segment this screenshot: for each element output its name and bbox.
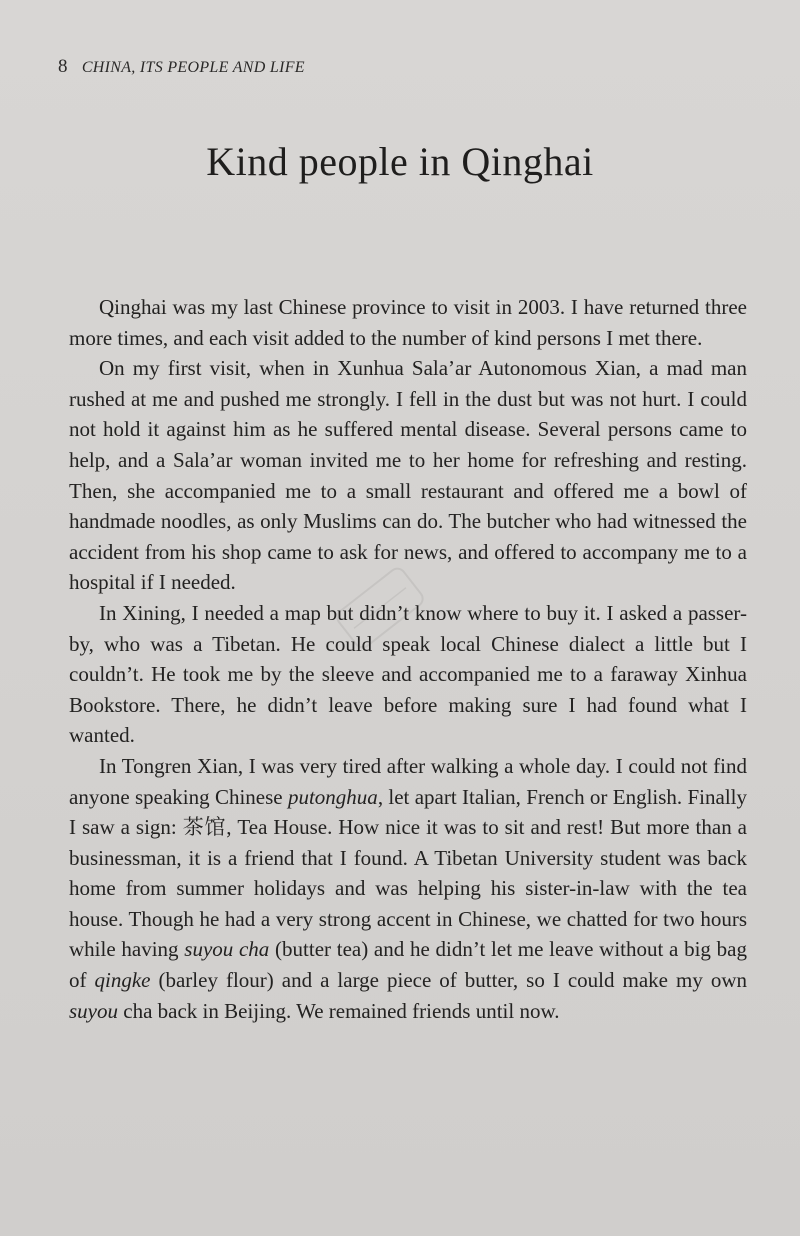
text-run: , let apart Italian, French or English. Finally I saw a sign: 茶馆, Tea House. How nice it was to sit and rest! But more than a businessman, it is a friend that I found. A Tibetan University student was back home from summer holidays and was helping his sister-in-law with the tea house. Though he had a very strong accent in Chinese, we chatted for two hours while having bbox=[69, 784, 748, 962]
text-run: Qinghai was my last Chinese province to visit in 2003. I have returned three more times, and each visit added to the number of kind persons I met there. bbox=[69, 295, 747, 350]
paragraph bbox=[69, 598, 747, 751]
chapter-title: Kind people in Qinghai bbox=[206, 139, 594, 184]
italic-term: putonghua bbox=[287, 784, 378, 809]
running-title: CHINA, ITS PEOPLE AND LIFE bbox=[81, 59, 305, 76]
running-head bbox=[58, 56, 305, 78]
text-run: In Tongren Xian, I was very tired after walking a whole day. I could not find anyone speaking Chinese bbox=[69, 753, 747, 809]
page-number: 8 bbox=[58, 56, 68, 77]
italic-term: suyou cha bbox=[184, 937, 270, 962]
paragraph bbox=[69, 292, 747, 353]
italic-term: suyou bbox=[69, 998, 118, 1023]
text-run: (butter tea) and he didn’t let me leave without a big bag of bbox=[69, 937, 747, 993]
italic-term: qingke bbox=[94, 968, 151, 993]
text-run: On my first visit, when in Xunhua Sala’ar Autonomous Xian, a mad man rushed at me and pushed me strongly. I fell in the dust but was not hurt. I could not hold it against him as he suffered mental disease. Several persons came to help, and a Sala’ar woman invited me to her home for refreshing and resting. Then, she accompanied me to a small restaurant and offered me a bowl of handmade noodles, as only Muslims can do. The butcher who had witnessed the accident from his shop came to ask for news, and offered to accompany me to a hospital if I needed. bbox=[69, 356, 747, 595]
body-text bbox=[69, 292, 747, 1026]
paragraph bbox=[69, 353, 747, 598]
text-run: (barley flour) and a large piece of butter, so I could make my own bbox=[150, 968, 747, 993]
text-run: cha back in Beijing. We remained friends until now. bbox=[118, 998, 560, 1023]
text-run: In Xining, I needed a map but didn’t know where to buy it. I asked a passer-by, who was a Tibetan. He could speak local Chinese dialect a little but I couldn’t. He took me by the sleeve and accompanied me to a faraway Xinhua Bookstore. There, he didn’t leave before making sure I had found what I wanted. bbox=[69, 600, 747, 748]
paragraph bbox=[69, 751, 747, 1026]
